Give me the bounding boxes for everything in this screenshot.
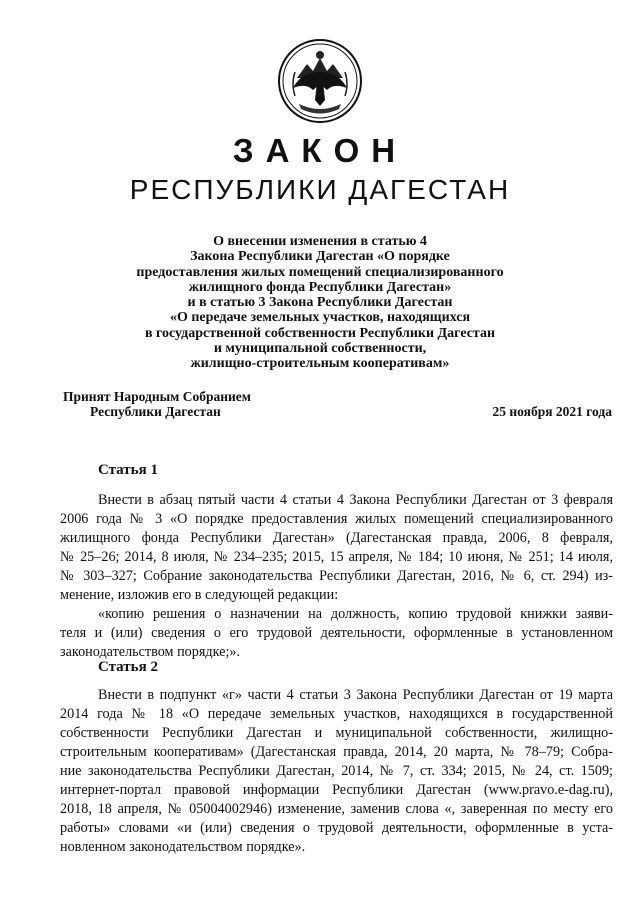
adopted-by-line: Принят Народным Собранием [63,389,251,404]
text-line: ние законодательства Республики Дагестан, 2014, № 7, ст. 334; 2015, № 24, ст. 1509; [60,763,613,779]
text-line: собственности Республики Дагестан и муниципальной собственности, жилищно- [60,725,613,741]
adopted-by-line: Республики Дагестан [90,404,221,419]
text-line: № 25–26; 2014, 8 июля, № 234–235; 2015, 15 апреля, № 184; 10 июня, № 251; 14 июля, [60,549,613,565]
text-line: 2014 года № 18 «О передаче земельных участков, находящихся в государственной [60,706,613,722]
document-type-heading: ЗАКОН [232,132,408,169]
text-line: теля и (или) сведения о его трудовой деятельности, оформленные в установленном [60,625,613,641]
text-line: новленном законодательством порядке». [60,839,306,855]
text-line: интернет-портал правовой информации Республики Дагестан (www.pravo.e-dag.ru), [60,782,613,798]
republic-heading: РЕСПУБЛИКИ ДАГЕСТАН [129,174,511,205]
law-title [80,234,560,372]
text-line: законодательством порядке;». [60,644,241,660]
text-line: Внести в абзац пятый части 4 статьи 4 Закона Республики Дагестан от 3 февраля [98,492,613,508]
text-line: № 303–327; Собрание законодательства Республики Дагестан, 2016, № 6, ст. 294) из- [60,568,613,584]
text-line: строительным кооперативам» (Дагестанская правда, 2014, 20 марта, № 78–79; Собра- [60,744,613,760]
text-line: жилищного фонда Республики Дагестан» (Дагестанская правда, 2006, 8 февраля, [60,530,613,546]
text-line: менение, изложив его в следующей редакции: [60,587,339,603]
title-line: О внесении изменения в статью 4 [213,234,427,249]
adoption-date: 25 ноября 2021 года [492,404,612,419]
text-line: 2006 года № 3 «О порядке предоставления жилых помещений специализированного [60,511,613,527]
title-line: в государственной собственности Республики Дагестан [144,325,496,341]
article-2-body [60,686,613,857]
text-line: работы» словами «и (или) сведения о трудовой деятельности, оформленные в уста- [60,820,613,836]
article-1-body [60,491,613,662]
title-line: предоставления жилых помещений специализированного [136,264,504,280]
text-line: 2018, 18 апреля, № 05004002946) изменение, заменив слова «, заверенная по месту его [60,801,613,817]
article-1-heading: Статья 1 [98,462,158,478]
title-line: «О передаче земельных участков, находящихся [169,310,471,326]
text-line: Внести в подпункт «г» части 4 статьи 3 Закона Республики Дагестан от 19 марта [98,687,613,703]
title-line: жилищного фонда Республики Дагестан» [188,279,452,295]
article-2-heading: Статья 2 [98,659,158,675]
title-line: и в статью 3 Закона Республики Дагестан [187,295,453,311]
coat-of-arms-emblem [277,38,363,124]
title-line: и муниципальной собственности, [213,341,427,357]
title-line: Закона Республики Дагестан «О порядке [190,249,450,265]
title-line: жилищно-строительным кооперативам» [190,356,450,372]
text-line: «копию решения о назначении на должность, копию трудовой книжки заяви- [98,606,613,622]
